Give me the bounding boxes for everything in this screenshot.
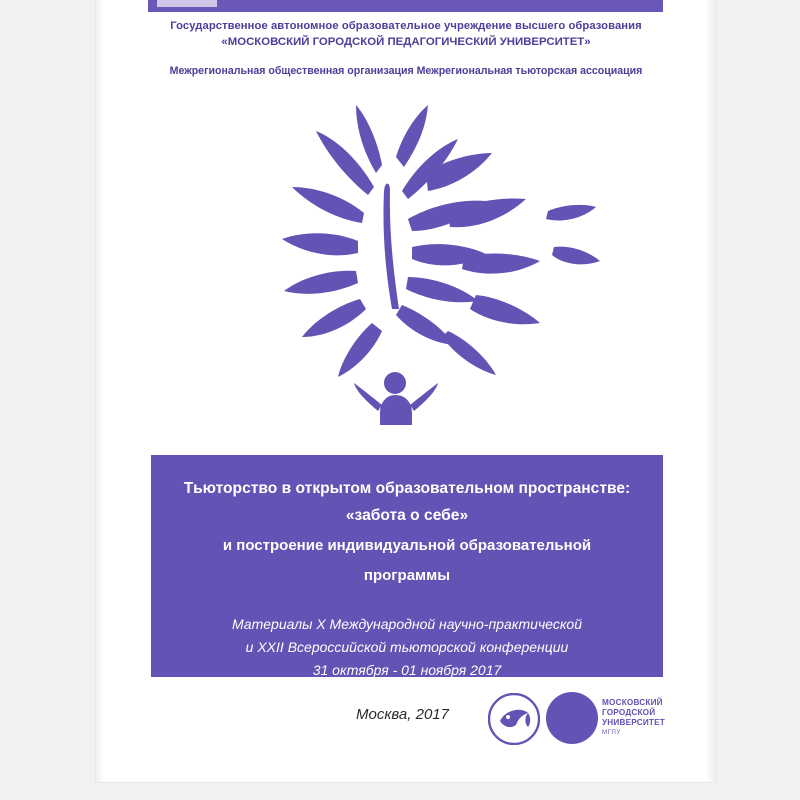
subtitle-line-3: 31 октября - 01 ноября 2017 bbox=[312, 662, 502, 678]
header-block bbox=[96, 18, 716, 79]
organization-line-2: «МОСКОВСКИЙ ГОРОДСКОЙ ПЕДАГОГИЧЕСКИЙ УНИВЕРСИТЕТ» bbox=[221, 36, 591, 48]
title-line-1: Тьюторство в открытом образовательном пространстве: bbox=[183, 480, 631, 497]
title-line-3: и построение индивидуальной образовательной программы bbox=[222, 537, 592, 584]
university-logo-abbr: МГПУ bbox=[602, 730, 621, 736]
university-logo bbox=[546, 690, 666, 750]
book-spine-strip bbox=[148, 0, 663, 12]
book-spine-strip-highlight bbox=[157, 0, 217, 7]
subtitle-line-1: Материалы X Международной научно-практической bbox=[231, 616, 582, 632]
title-line-2: «забота о себе» bbox=[345, 507, 469, 524]
organization-line-3: Межрегиональная общественная организация Межрегиональная тьюторская ассоциация bbox=[169, 65, 643, 77]
city-year: Москва, 2017 bbox=[356, 706, 449, 723]
university-logo-mark bbox=[546, 692, 598, 744]
university-logo-line-2: ГОРОДСКОЙ bbox=[602, 708, 656, 717]
university-logo-text bbox=[602, 698, 665, 738]
tree-and-person-emblem bbox=[96, 95, 716, 435]
university-logo-line-1: МОСКОВСКИЙ bbox=[602, 698, 663, 707]
subtitle-line-2: и XXII Всероссийской тьюторской конференции bbox=[245, 639, 569, 655]
title-block bbox=[151, 455, 663, 677]
university-logo-line-3: УНИВЕРСИТЕТ bbox=[602, 718, 665, 727]
book-cover bbox=[96, 0, 716, 782]
subtitle-block bbox=[179, 613, 635, 682]
fish-logo bbox=[488, 693, 540, 745]
organization-line-1: Государственное автономное образовательное учреждение высшего образования bbox=[170, 20, 642, 32]
